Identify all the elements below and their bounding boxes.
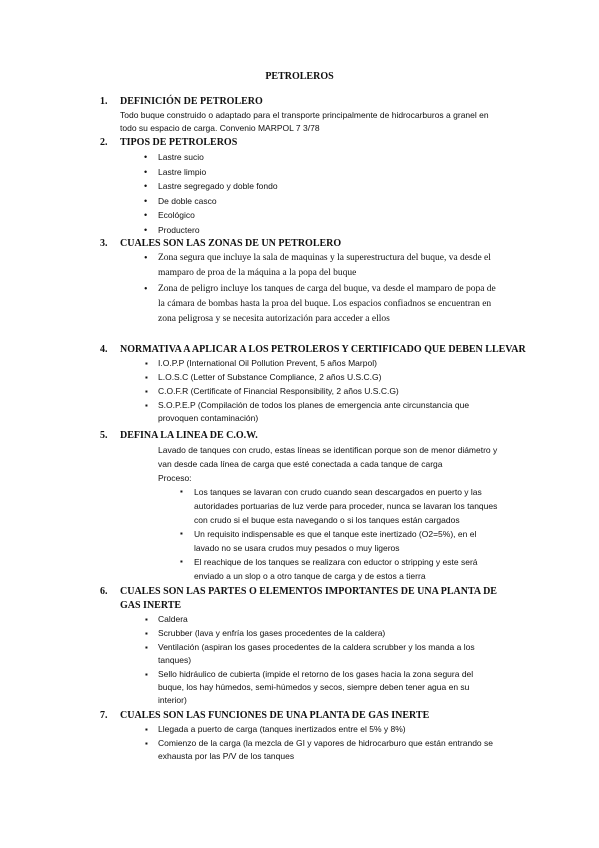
section-subtext: Proceso: — [158, 473, 192, 483]
list-item: ▪ Ventilación (aspiran los gases procedentes de la caldera scrubber y los manda a los tanques) — [100, 641, 500, 667]
section-title: DEFINA LA LINEA DE C.O.W. — [120, 430, 258, 441]
section-heading — [100, 709, 500, 723]
list-item: ▪ Llegada a puerto de carga (tanques inertizados entre el 5% y 8%) — [100, 723, 500, 736]
section-text: Todo buque construido o adaptado para el transporte principalmente de hidrocarburos a granel en todo su espacio de carga. Convenio MARPOL 7 3/78 — [120, 110, 489, 133]
list-item: ▪ I.O.P.P (International Oil Pollution Prevent, 5 años Marpol) — [100, 357, 500, 370]
section-heading — [100, 585, 500, 613]
list-item: • Ecológico — [100, 208, 500, 223]
list-item: ▪ El reachique de los tanques se realizara con eductor o stripping y este será enviado a un slop o a otro tanque de carga y de estos a tierra — [100, 555, 500, 583]
section-number: 6. — [100, 586, 108, 597]
bullet-list — [100, 613, 500, 707]
bullet-list — [100, 357, 500, 425]
list-item: ▪ Los tanques se lavaran con crudo cuando sean descargados en puerto y las autoridades portuarias de luz verde para proceder, nunca se lavaran los tanques con crudo si el buque esta navegando o si los tanques están cargados — [100, 485, 500, 527]
bullet-list — [100, 150, 500, 237]
section-7 — [100, 709, 500, 764]
document-title: PETROLEROS — [265, 71, 334, 82]
section-text: Lavado de tanques con crudo, estas líneas se identifican porque son de menor diámetro y van desde cada línea de carga que esté conectada a cada tanque de carga — [158, 445, 498, 469]
section-number: 5. — [100, 430, 108, 441]
bullet-list — [100, 723, 500, 763]
section-number: 2. — [100, 137, 108, 148]
list-item: ▪ Sello hidráulico de cubierta (impide el retorno de los gases hacia la zona segura del buque, los hay húmedos, semi-húmedos y secos, siempre deben tener agua en su interior) — [100, 668, 500, 707]
bullet-list — [100, 485, 500, 583]
section-title: TIPOS DE PETROLEROS — [120, 137, 238, 148]
section-number: 7. — [100, 710, 108, 721]
section-title: CUALES SON LAS PARTES O ELEMENTOS IMPORTANTES DE UNA PLANTA DE GAS INERTE — [120, 586, 497, 611]
list-item: ▪ Caldera — [100, 613, 500, 626]
section-title: NORMATIVA A APLICAR A LOS PETROLEROS Y CERTIFICADO QUE DEBEN LLEVAR — [120, 344, 526, 355]
section-title: DEFINICIÓN DE PETROLERO — [120, 96, 263, 107]
section-heading — [100, 429, 500, 443]
section-4 — [100, 343, 526, 426]
list-item: ▪ Comienzo de la carga (la mezcla de GI y vapores de hidrocarburo que están entrando se exhausta por las P/V de los tanques — [100, 737, 500, 763]
list-item: ▪ L.O.S.C (Letter of Substance Compliance, 2 años U.S.C.G) — [100, 371, 500, 384]
section-6 — [100, 585, 500, 708]
list-item: • Lastre segregado y doble fondo — [100, 179, 500, 194]
list-item: • De doble casco — [100, 194, 500, 209]
list-item: • Zona segura que incluye la sala de maquinas y la superestructura del buque, va desde el mamparo de proa de la máquina a la popa del buque — [100, 251, 500, 281]
list-item: • Zona de peligro incluye los tanques de carga del buque, va desde el mamparo de popa de la cámara de bombas hasta la proa del buque. Los espacios confiadnos se encuentran en zona peligrosa y se necesita autorización para acceder a ellos — [100, 282, 500, 327]
section-2 — [100, 136, 500, 237]
section-number: 3. — [100, 238, 108, 249]
section-title: CUALES SON LAS ZONAS DE UN PETROLERO — [120, 238, 342, 249]
section-heading — [100, 237, 500, 251]
section-5 — [100, 429, 500, 583]
section-heading — [100, 95, 500, 109]
section-3 — [100, 237, 500, 328]
list-item: ▪ C.O.F.R (Certificate of Financial Responsibility, 2 años U.S.C.G) — [100, 385, 500, 398]
list-item: • Lastre limpio — [100, 165, 500, 180]
list-item: ▪ S.O.P.E.P (Compilación de todos los planes de emergencia ante circunstancia que provoquen contaminación) — [100, 399, 500, 425]
section-title: CUALES SON LAS FUNCIONES DE UNA PLANTA DE GAS INERTE — [120, 710, 430, 721]
section-heading — [100, 343, 526, 357]
section-1 — [100, 95, 500, 135]
section-heading — [100, 136, 500, 150]
section-number: 4. — [100, 344, 108, 355]
list-item: ▪ Scrubber (lava y enfría los gases procedentes de la caldera) — [100, 627, 500, 640]
list-item: • Lastre sucio — [100, 150, 500, 165]
list-item: ▪ Un requisito indispensable es que el tanque este inertizado (O2=5%), en el lavado no se usara crudos muy pesados o muy ligeros — [100, 527, 500, 555]
list-item: • Productero — [100, 223, 500, 238]
bullet-list — [100, 251, 500, 327]
section-number: 1. — [100, 96, 108, 107]
